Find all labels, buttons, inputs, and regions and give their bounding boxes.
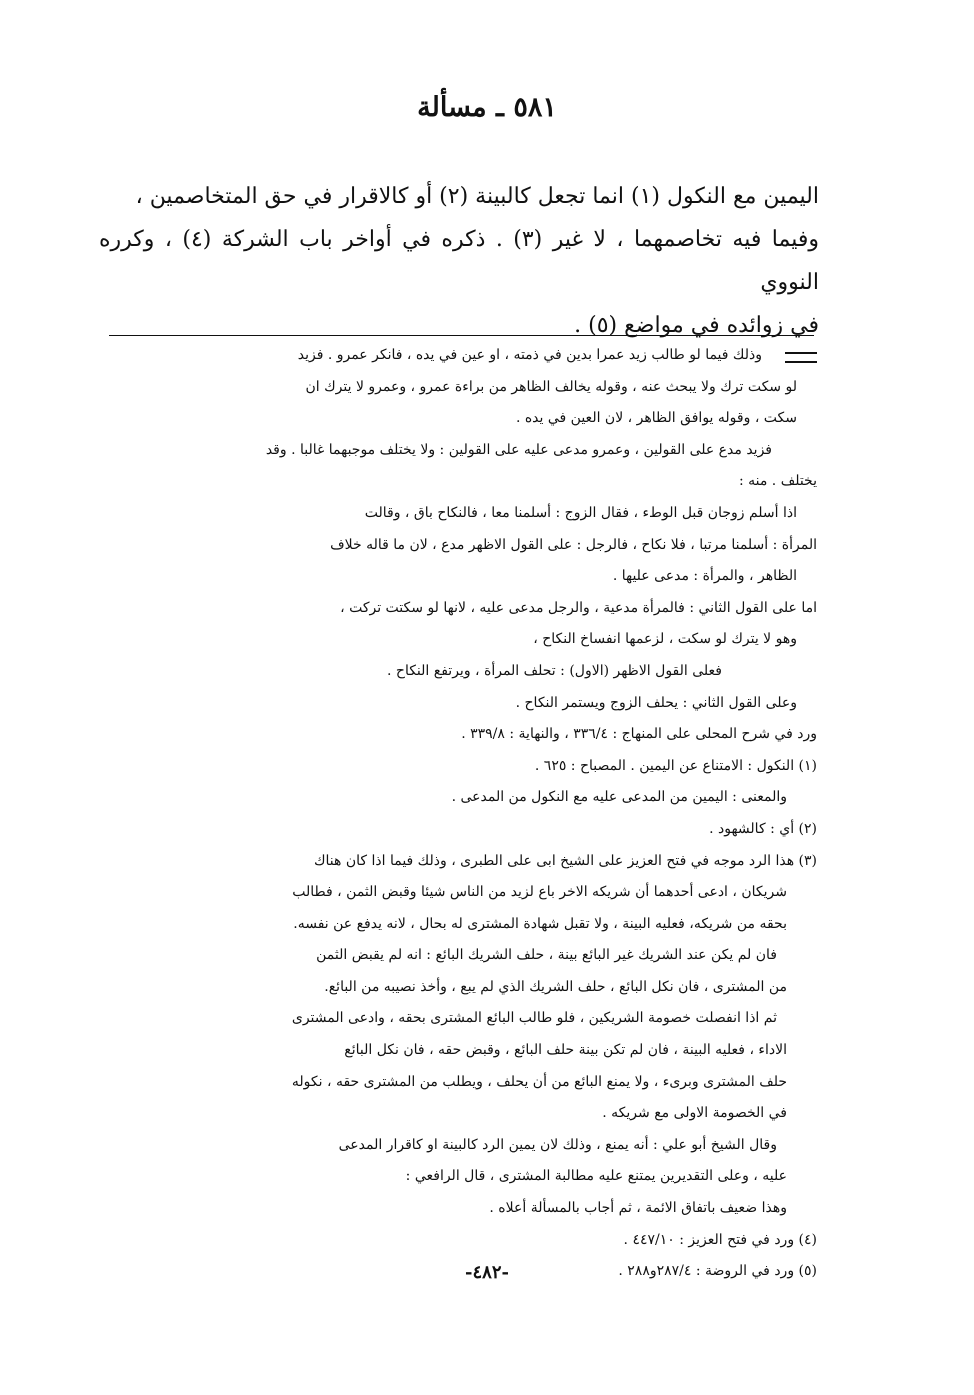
footnote-line: (٥) ورد في الروضة : ٢٨٧/٤و٢٨٨ . — [618, 1263, 817, 1280]
footnote-line: (١) النكول : الامتناع عن اليمين . المصباح : ٦٢٥ . — [534, 757, 817, 774]
footnote-line: حلف المشترى وبرىء ، ولا يمنع البائع من أن يحلف ، ويطلب من المشترى حقه ، نكوله — [291, 1073, 787, 1090]
main-text — [99, 175, 819, 347]
page-number: -٤٨٢- — [465, 1262, 509, 1283]
footnote-line: من المشترى ، فان نكل البائع ، حلف الشريك الذي لم يبع ، وأخذ نصيبه من البائع. — [324, 978, 787, 995]
footnote-line: بحقه من شريكه، فعليه البينة ، ولا تقبل شهادة المشترى له بحال ، لانه يدفع عن نفسه. — [293, 915, 787, 932]
footnote-line: وعلى القول الثاني : يحلف الزوج ويستمر النكاح . — [515, 694, 797, 711]
footnote-line: (٤) ورد في فتح العزيز : ٤٤٧/١٠ . — [623, 1231, 817, 1248]
footnote-line: فعلى القول الاظهر (الاول) : تحلف المرأة ، ويرتفع النكاح . — [387, 662, 722, 679]
footnote-line: سكت ، وقوله يوافق الظاهر ، لان العين في يده . — [515, 410, 797, 427]
main-text-line: اليمين مع النكول (١) انما تجعل كالبينة (٢) أو كالاقرار في حق المتخاصمين ، — [135, 184, 819, 209]
footnote-line: وهو لا يترك لو سكت ، لزعمها انفساخ النكاح ، — [533, 631, 797, 648]
footnote-line: ورد في شرح المحلى على المنهاج : ٣٣٦/٤ ، والنهاية : ٣٣٩/٨ . — [461, 726, 817, 743]
footnote-line: فان لم يكن عند الشريك غير البائع بينة ، حلف الشريك البائع : انه لم يقبض الثمن — [316, 947, 777, 964]
footnote-line: (٢) أي : كالشهود . — [709, 820, 817, 837]
footnote-line: وقال الشيخ أبو علي : أنه يمنع ، وذلك لان يمين الرد كالبينة او كاقرار المدعى — [338, 1136, 777, 1153]
footnote-line: يختلف . منه : — [738, 473, 817, 490]
footnote-line: وذلك فيما لو طالب زيد عمرا بدين في ذمته ، او عين في يده ، فانكر عمرو . فزيد — [297, 347, 762, 363]
issue-heading: ٥٨١ ـ مسألة — [417, 92, 557, 123]
main-text-line: وفيما فيه تخاصمهما ، لا غير (٣) . ذكره في أواخر باب الشركة (٤) ، وكرره النووي — [99, 227, 819, 295]
footnote-line: الظاهر ، والمرأة : مدعى عليها . — [612, 568, 797, 585]
footnote-line: اذا أسلم زوجان قبل الوطء ، فقال الزوج : أسلمنا معا ، فالنكاح باق ، وقالت — [364, 504, 797, 521]
footnote-separator — [109, 335, 814, 336]
footnote-line: شريكان ، ادعى أحدهما أن شريكه الاخر باع لزيد من الناس شيئا وقبض الثمن ، فطالب — [292, 884, 787, 901]
footnote-line: عليه ، وعلى التقديرين يمتنع عليه مطالبة المشترى ، قال الرافعي : — [405, 1168, 787, 1185]
footnote-line: ثم اذا انفصلت خصومة الشريكين ، فلو طالب البائع المشترى بحقه ، وادعى المشترى — [291, 1010, 777, 1027]
footnote-line: الاداء ، فعليه البينة ، فان لم تكن بينة حلف البائع ، وقبض حقه ، فان نكل البائع — [344, 1042, 787, 1059]
footnote-line: (٣) هذا الرد موجه في فتح العزيز على الشيخ ابى على الطبرى ، وذلك فيما اذا كان هناك — [313, 852, 817, 869]
footnote-line: المرأة : أسلمنا مرتبا ، فلا نكاح ، فالرجل : على القول الاظهر مدع ، لان ما قاله خلاف — [330, 536, 817, 553]
footnote-line: لو سكت ترك ولا يبحث عنه ، وقوله يخالف الظاهر من براءة عمرو ، وعمرو لا يترك ان — [305, 378, 797, 395]
footnote-line: والمعنى : اليمين من المدعى عليه مع النكول من المدعى . — [451, 789, 787, 806]
footnotes — [107, 340, 817, 1288]
footnote-line: اما على القول الثاني : فالمرأة مدعية ، والرجل مدعى عليه ، لانها لو سكتت تركت ، — [340, 599, 817, 616]
footnote-line: وهذا ضعيف باتفاق الائمة ، ثم أجاب بالمسألة أعلاه . — [489, 1200, 787, 1217]
footnote-line: فزيد مدع على القولين ، وعمرو مدعى عليه على القولين : ولا يختلف موجبهما غالبا . وقد — [265, 441, 772, 458]
footnote-line: في الخصومة الاولى مع شريكه . — [602, 1105, 787, 1122]
main-text-line: في زوائده في مواضع (٥) . — [574, 313, 819, 338]
